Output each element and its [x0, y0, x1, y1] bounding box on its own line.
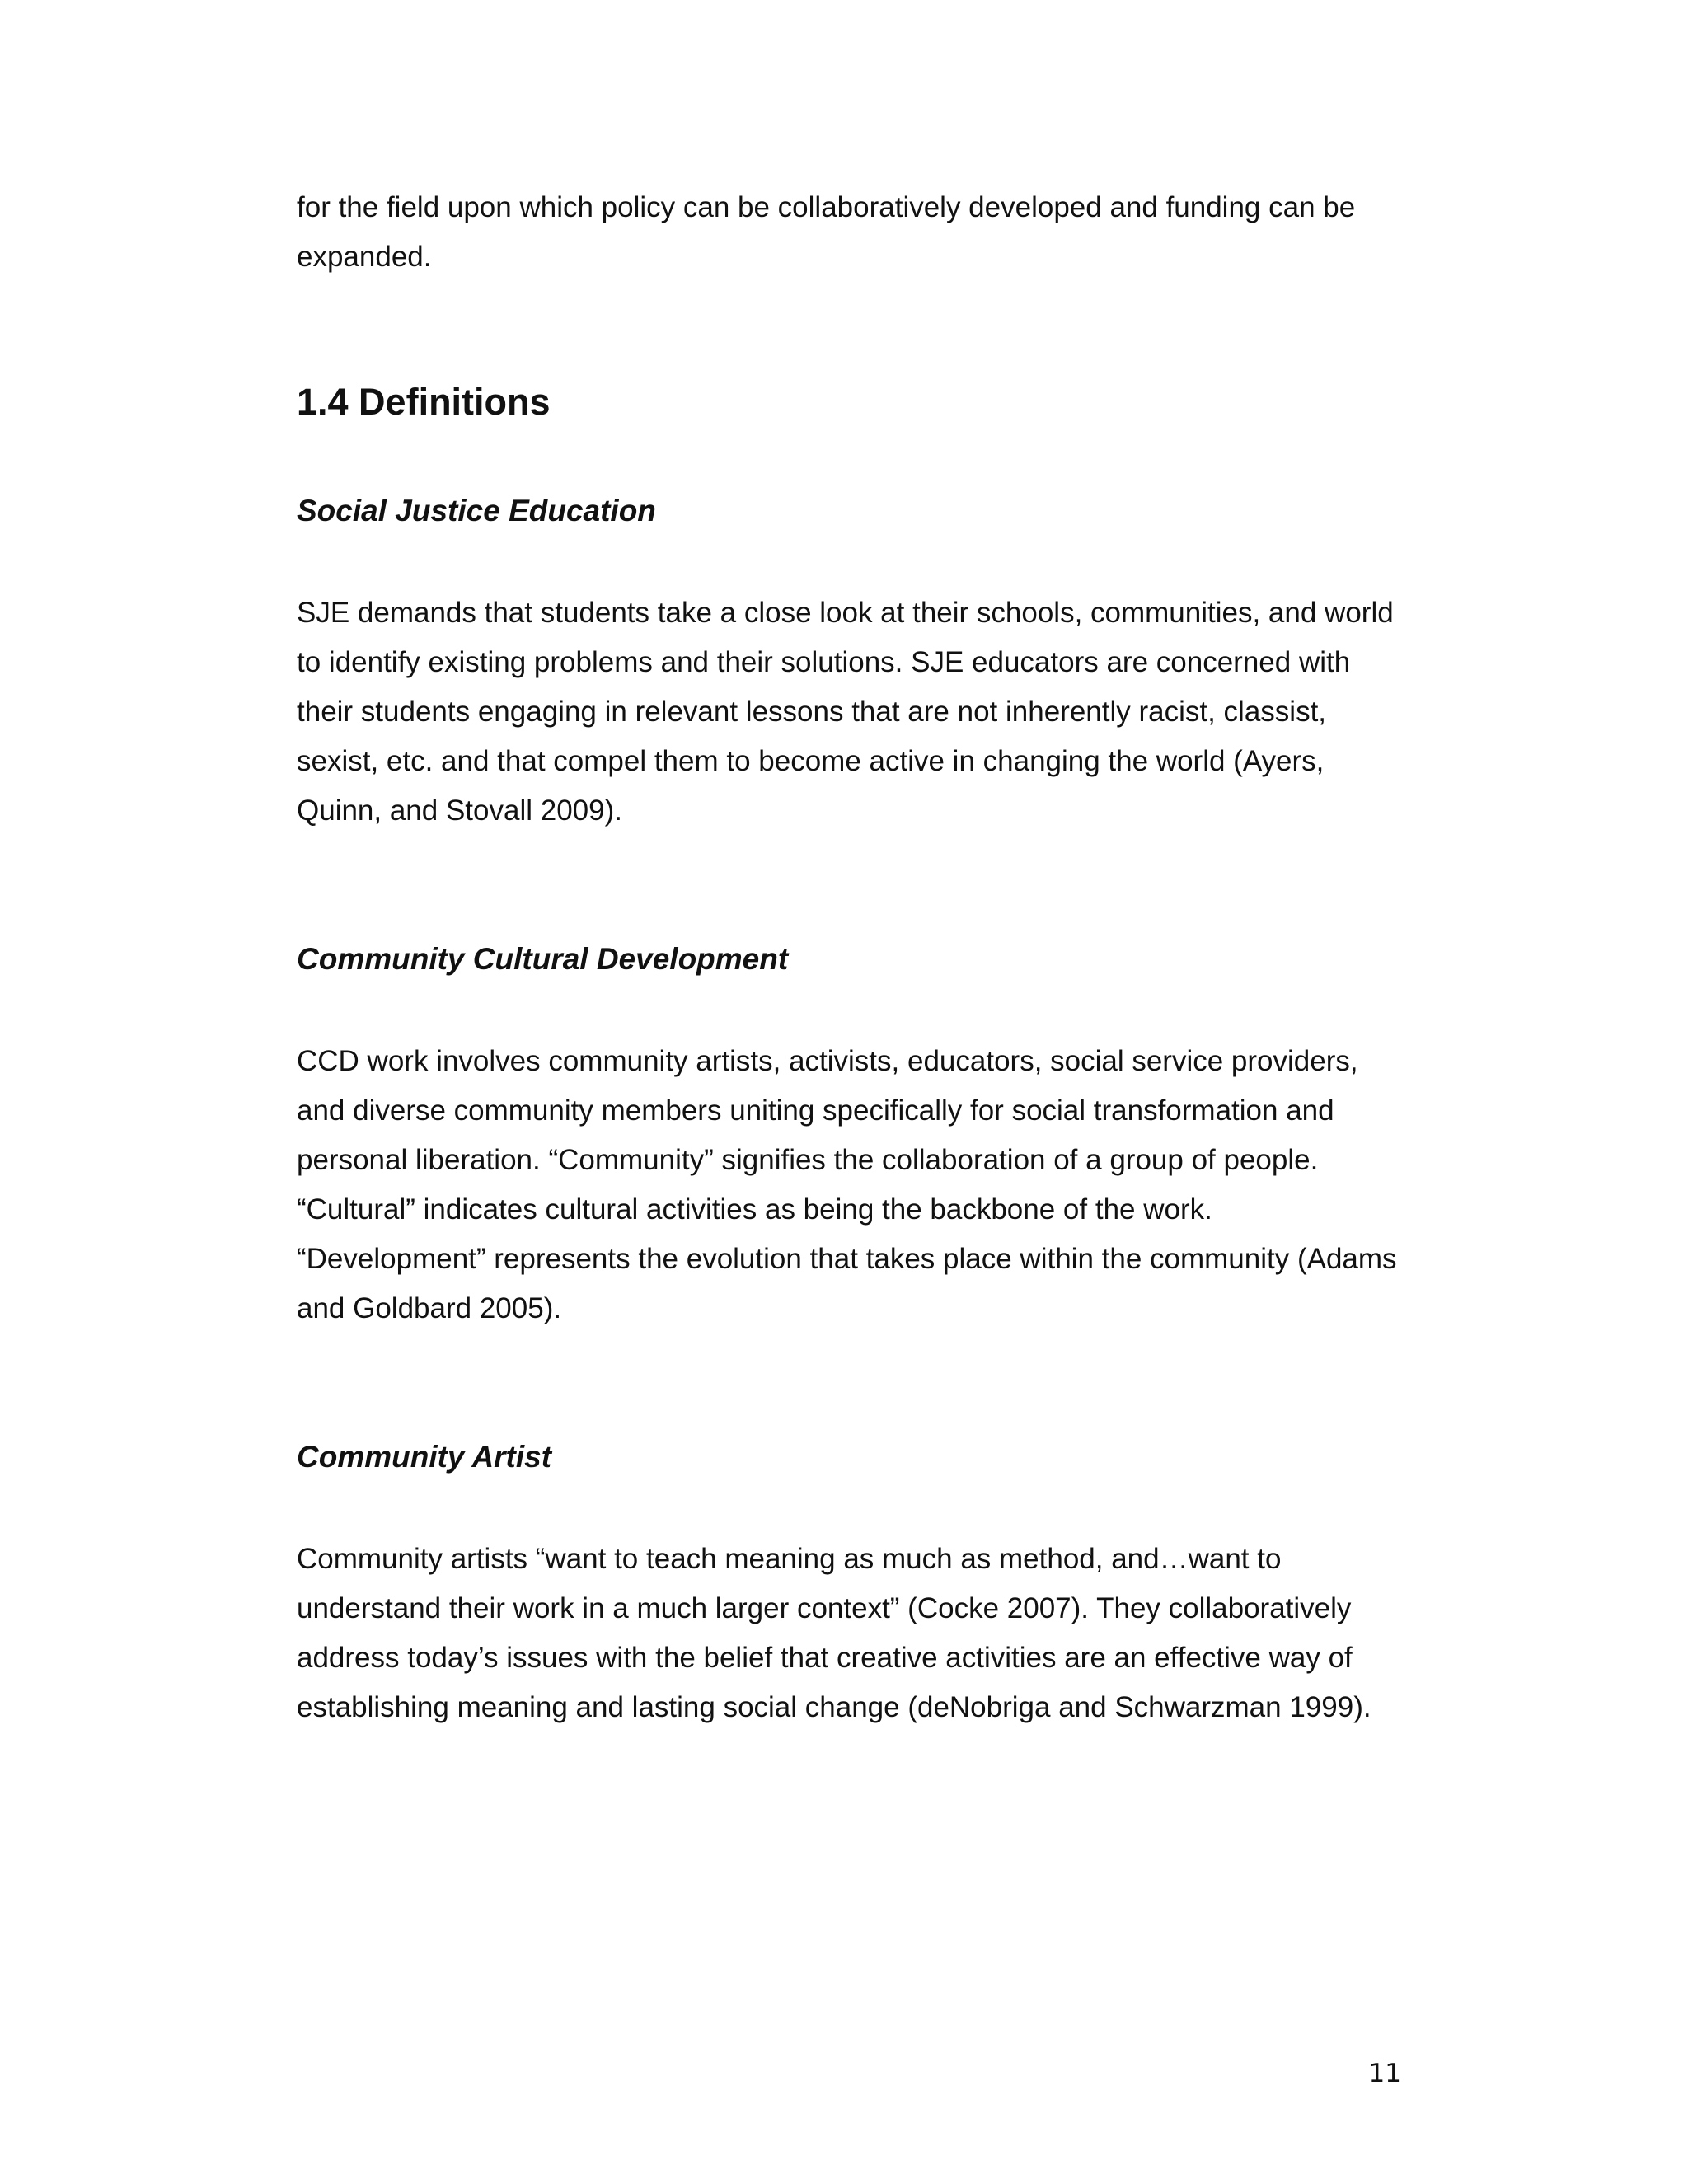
definition-text-community-artist: Community artists “want to teach meaning as much as method, and…want to understand their work in a much larger context” (Cocke 2007). They collaboratively address today’s issues with the belief that creative activities are an effective way of establishing meaning and lasting social change (deNobriga and Schwarzman 1999).	[297, 1543, 1372, 1723]
definition-term-community-artist: Community Artist	[297, 1440, 552, 1474]
intro-continuation-paragraph: for the field upon which policy can be collaboratively developed and funding can be expanded.	[297, 191, 1356, 273]
page-number: 11	[1368, 2059, 1401, 2088]
definition-text-community-cultural-development: CCD work involves community artists, activists, educators, social service providers, and diverse community members uniting specifically for social transformation and personal liberation. “Community” signifies the collaboration of a group of people. “Cultural” indicates cultural activities as being the backbone of the work. “Development” represents the evolution that takes place within the community (Adams and Goldbard 2005).	[297, 1045, 1397, 1324]
definition-term-social-justice-education: Social Justice Education	[297, 494, 656, 527]
definition-text-social-justice-education: SJE demands that students take a close look at their schools, communities, and world to identify existing problems and their solutions. SJE educators are concerned with their students engaging in relevant lessons that are not inherently racist, classist, sexist, etc. and that compel them to become active in changing the world (Ayers, Quinn, and Stovall 2009).	[297, 597, 1394, 827]
section-heading: 1.4 Definitions	[297, 381, 551, 423]
definition-term-community-cultural-development: Community Cultural Development	[297, 942, 789, 976]
page-content	[297, 183, 1401, 1732]
